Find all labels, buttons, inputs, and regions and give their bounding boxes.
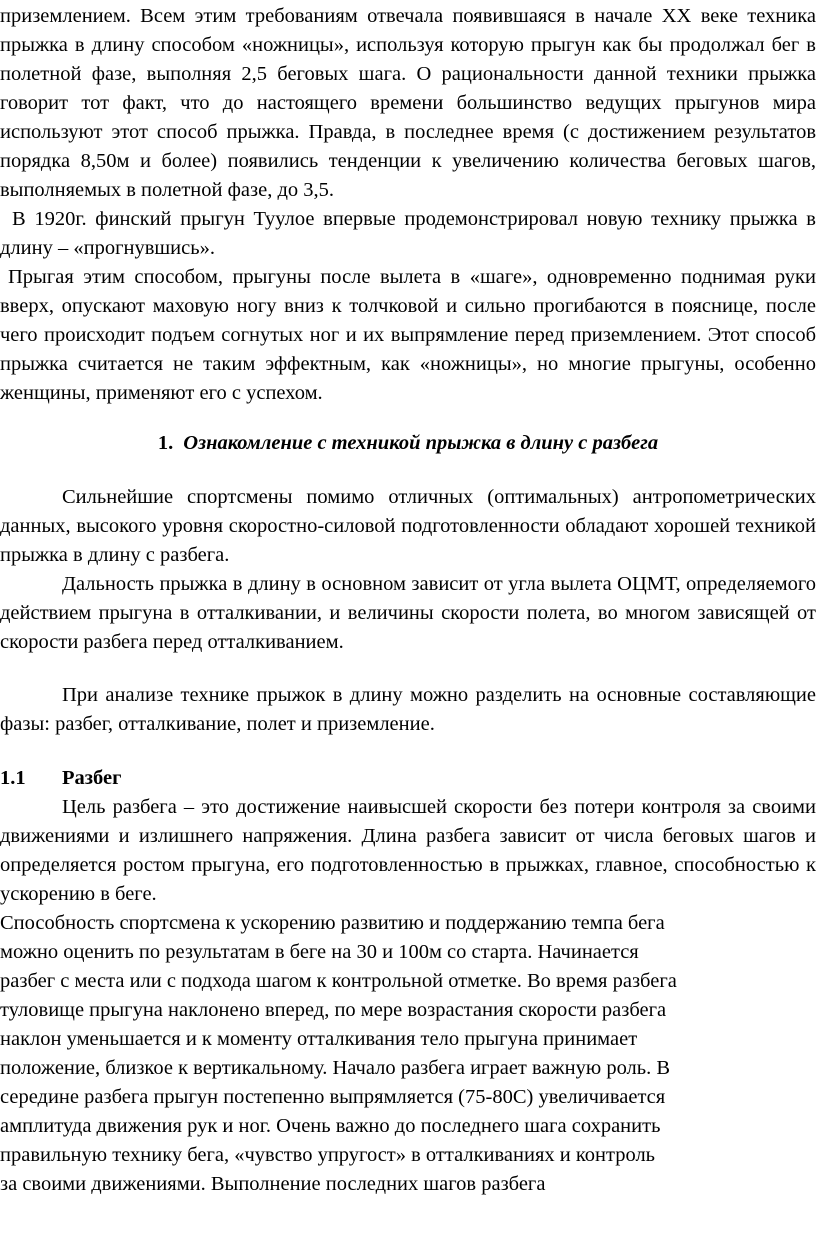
paragraph-run-up-goal: Цель разбега – это достижение наивысшей скорости без потери контроля за своими движениями и излишнего напряжения. Длина разбега зависит от числа беговых шагов и определяется ростом прыгуна, его подготовленностью в прыжках, главное, способностью к ускорению в беге. [0,796,816,905]
text-line: можно оценить по результатам в беге на 30 и 100м со старта. Начинается [0,941,639,963]
text-line: Способность спортсмена к ускорению развитию и поддержанию темпа бега [0,912,665,934]
text-line: амплитуда движения рук и ног. Очень важно до последнего шага сохранить [0,1115,661,1137]
text-line: середине разбега прыгун постепенно выпрямляется (75-80С) увеличивается [0,1086,666,1108]
paragraph-phases: При анализе технике прыжок в длину можно разделить на основные составляющие фазы: разбег, отталкивание, полет и приземление. [0,684,816,735]
paragraph-scissors-technique: приземлением. Всем этим требованиям отвечала появившаяся в начале XX веке техника прыжка в длину способом «ножницы», используя которую прыгун как бы продолжал бег в полетной фазе, выполняя 2,5 беговых шага. О рациональности данной техники прыжка говорит тот факт, что до настоящего времени большинство ведущих прыгунов мира используют этот способ прыжка. Правда, в последнее время (с достижением результатов порядка 8,50м и более) появились тенденции к увеличению количества беговых шагов, выполняемых в полетной фазе, до 3,5. [0,5,816,201]
spacer [0,739,816,764]
text-line: за своими движениями. Выполнение последних шагов разбега [0,1173,546,1195]
text-line: разбег с места или с подхода шагом к контрольной отметке. Во время разбега [0,970,677,992]
paragraph-athletes: Сильнейшие спортсмены помимо отличных (оптимальных) антропометрических данных, высокого уровня скоростно-силовой подготовленности обладают хорошей техникой прыжка в длину с разбега. [0,486,816,566]
spacer [0,657,816,681]
section-1-1-number: 1.1 [0,767,26,789]
section-1-number: 1. [157,432,174,454]
paragraph-1920-technique: В 1920г. финский прыгун Туулое впервые продемонстрировал новую технику прыжка в длину – «прогнувшись». [0,208,816,259]
section-1-1-heading [0,764,816,793]
text-line: наклон уменьшается и к моменту отталкивания тело прыгуна принимает [0,1028,638,1050]
section-1-heading [0,429,816,458]
text-line: положение, близкое к вертикальному. Начало разбега играет важную роль. В [0,1057,671,1079]
spacer [0,408,816,429]
section-1-title: Ознакомление с техникой прыжка в длину с разбега [183,432,659,454]
spacer [0,458,816,483]
paragraph-arched-technique: Прыгая этим способом, прыгуны после вылета в «шаге», одновременно поднимая руки вверх, опускают маховую ногу вниз к толчковой и сильно прогибаются в пояснице, после чего происходит подъем согнутых ног и их выпрямление перед приземлением. Этот способ прыжка считается не таким эффектным, как «ножницы», но многие прыгуны, особенно женщины, применяют его с успехом. [0,266,816,404]
paragraph-jump-distance: Дальность прыжка в длину в основном зависит от угла вылета ОЦМТ, определяемого действием прыгуна в отталкивании, и величины скорости полета, во многом зависящей от скорости разбега перед отталкиванием. [0,573,816,653]
paragraph-run-up-details [0,909,816,1199]
text-line: правильную технику бега, «чувство упругост» в отталкиваниях и контроль [0,1144,656,1166]
text-line: туловище прыгуна наклонено вперед, по мере возрастания скорости разбега [0,999,667,1021]
section-1-1-title: Разбег [62,767,122,789]
